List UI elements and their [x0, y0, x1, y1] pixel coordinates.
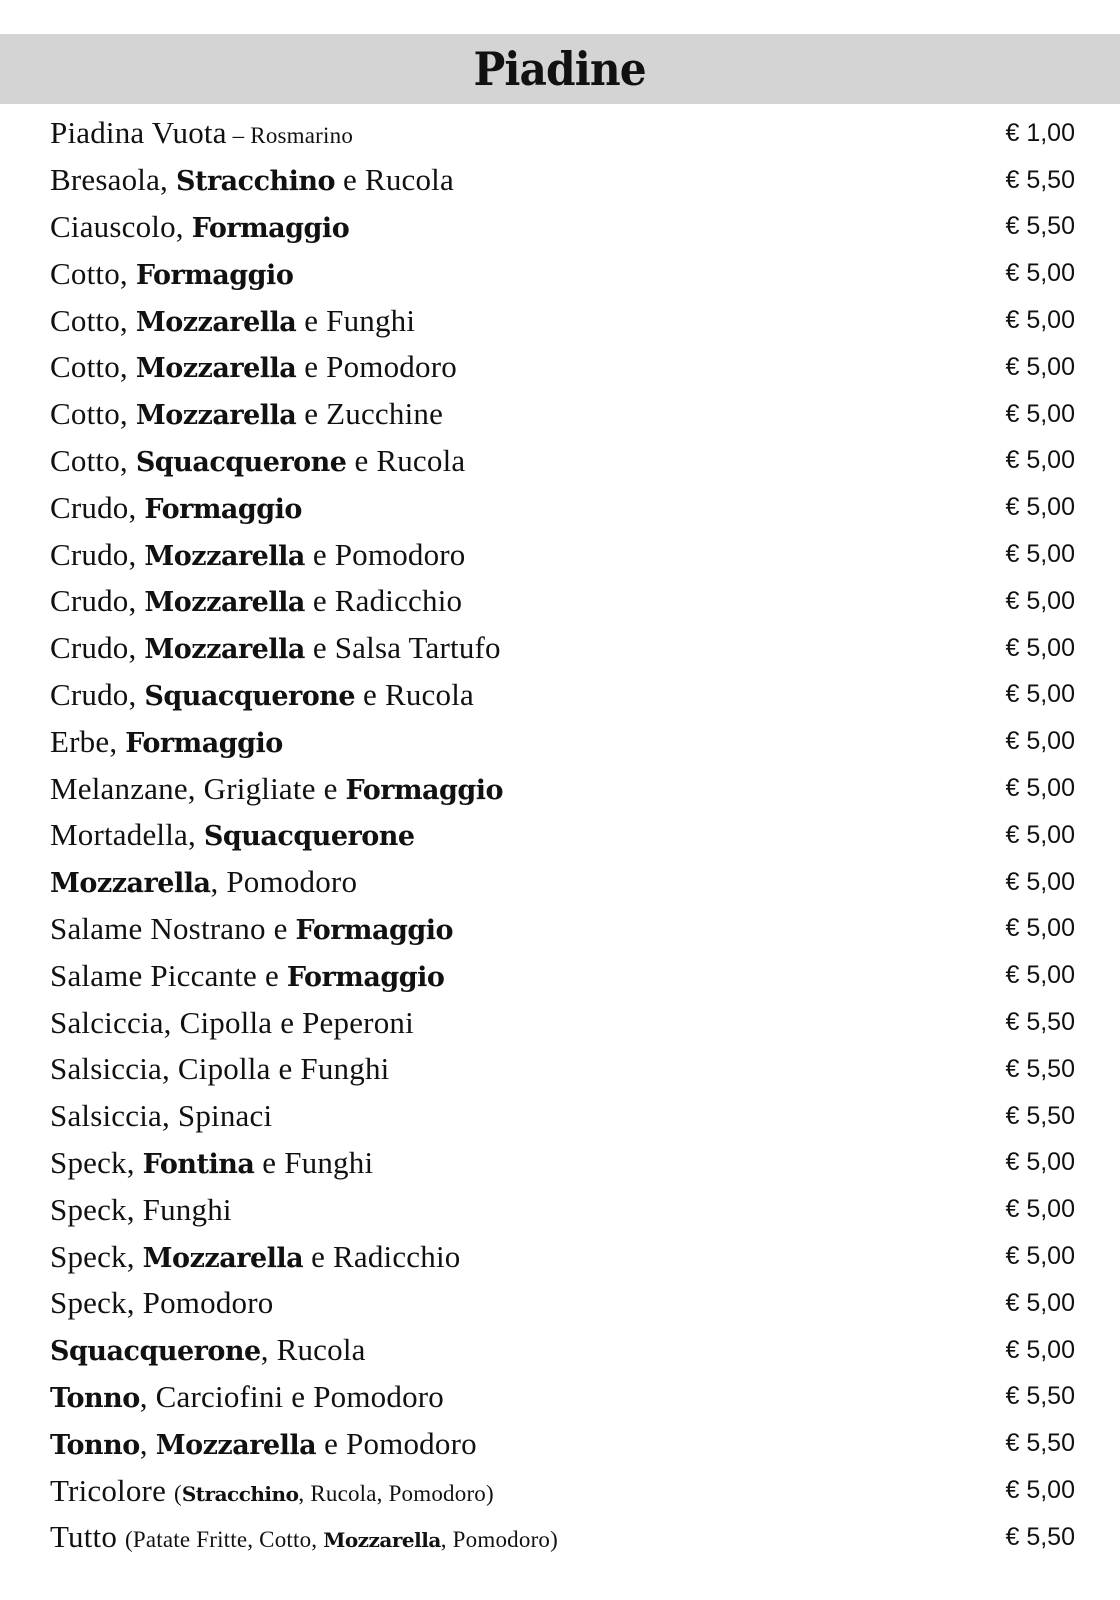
item-text: e Zucchine	[296, 396, 444, 432]
item-price: € 5,00	[1005, 586, 1075, 615]
item-text: Salsiccia, Cipolla e Funghi	[50, 1051, 390, 1087]
item-text: Crudo,	[50, 489, 145, 525]
item-name	[50, 958, 444, 994]
item-name	[50, 490, 302, 526]
item-text: Cotto,	[50, 302, 136, 338]
item-text: Ciauscolo,	[50, 208, 192, 244]
item-name	[50, 677, 474, 713]
item-text: Salame Piccante e	[50, 957, 287, 993]
menu-item	[50, 906, 1075, 953]
item-name	[50, 162, 454, 198]
item-text: Salsiccia, Spinaci	[50, 1098, 273, 1134]
highlighted-ingredient: Mozzarella	[135, 400, 297, 432]
menu-item	[50, 718, 1075, 765]
highlighted-ingredient: Squacquerone	[135, 446, 347, 478]
item-price: € 5,00	[1005, 820, 1075, 849]
item-name	[50, 1239, 460, 1275]
item-note	[441, 1527, 558, 1552]
menu-item	[50, 438, 1075, 485]
menu-item	[50, 110, 1075, 157]
menu-item	[50, 859, 1075, 906]
item-price: € 5,50	[1005, 1054, 1075, 1083]
item-text: Erbe,	[50, 723, 126, 759]
menu-item	[50, 765, 1075, 812]
item-name	[50, 1285, 273, 1321]
item-text: – Rosmarino	[226, 123, 354, 149]
menu-item	[50, 1374, 1075, 1421]
item-text: , Rucola	[260, 1332, 366, 1368]
item-price: € 5,50	[1005, 165, 1075, 194]
item-name	[50, 349, 457, 385]
item-name	[50, 209, 349, 245]
item-price: € 5,00	[1005, 727, 1075, 756]
highlighted-ingredient: Mozzarella	[144, 634, 305, 666]
menu-item	[50, 1233, 1075, 1280]
item-price: € 5,00	[1005, 867, 1075, 896]
item-note	[174, 1481, 182, 1506]
menu-item	[50, 531, 1075, 578]
item-name	[50, 583, 462, 619]
menu-item	[50, 812, 1075, 859]
item-note	[323, 1527, 441, 1552]
menu-item	[50, 1420, 1075, 1467]
item-price: € 5,00	[1005, 1195, 1075, 1224]
item-name	[50, 115, 353, 151]
item-price: € 5,00	[1005, 446, 1075, 475]
item-text: ,	[139, 1425, 156, 1461]
menu-item	[50, 952, 1075, 999]
item-text: e Salsa Tartufo	[304, 630, 501, 666]
item-price: € 5,00	[1005, 540, 1075, 569]
highlighted-ingredient: Squacquerone	[50, 1336, 261, 1368]
highlighted-ingredient: Fontina	[142, 1148, 255, 1180]
item-price: € 5,00	[1005, 1288, 1075, 1317]
menu-item	[50, 625, 1075, 672]
item-note	[227, 123, 353, 148]
highlighted-ingredient: Formaggio	[144, 493, 302, 525]
menu-item	[50, 250, 1075, 297]
item-text: e Funghi	[296, 302, 416, 338]
item-price: € 5,00	[1005, 680, 1075, 709]
item-text: Crudo,	[50, 676, 145, 712]
item-text: e Pomodoro	[296, 349, 457, 385]
menu-item	[50, 391, 1075, 438]
item-text: e Radicchio	[304, 583, 463, 619]
highlighted-ingredient: Mozzarella	[135, 306, 297, 338]
highlighted-ingredient: Mozzarella	[155, 1429, 317, 1461]
item-text: Cotto,	[50, 396, 136, 432]
item-price: € 5,00	[1005, 1148, 1075, 1177]
item-name	[50, 1051, 389, 1087]
item-price: € 5,00	[1005, 306, 1075, 335]
item-note	[182, 1481, 299, 1506]
menu-item	[50, 1514, 1075, 1561]
menu-item	[50, 484, 1075, 531]
item-price: € 5,50	[1005, 212, 1075, 241]
item-text: e Radicchio	[303, 1238, 461, 1274]
item-name	[50, 396, 443, 432]
menu-item	[50, 204, 1075, 251]
item-price: € 5,00	[1005, 399, 1075, 428]
item-text: Bresaola,	[50, 162, 176, 198]
highlighted-ingredient: Tonno	[50, 1382, 140, 1414]
item-text: Salciccia, Cipolla e Peperoni	[50, 1004, 414, 1040]
item-text: Tutto	[50, 1519, 126, 1555]
highlighted-ingredient: Mozzarella	[50, 868, 211, 900]
item-name	[50, 724, 283, 760]
item-name	[50, 1379, 444, 1415]
item-price: € 5,50	[1005, 1008, 1075, 1037]
item-price: € 5,00	[1005, 1476, 1075, 1505]
item-name	[50, 771, 503, 807]
item-text: e Funghi	[254, 1144, 374, 1180]
highlighted-ingredient: Formaggio	[191, 212, 350, 244]
item-name	[50, 537, 466, 573]
item-name	[50, 864, 357, 900]
menu-item	[50, 297, 1075, 344]
item-text: Crudo,	[50, 536, 145, 572]
item-text: , Pomodoro)	[440, 1527, 558, 1553]
item-name	[50, 630, 501, 666]
item-name	[50, 443, 465, 479]
highlighted-ingredient: Stracchino	[181, 1481, 299, 1506]
item-text: Cotto,	[50, 349, 136, 385]
item-text: Mortadella,	[50, 817, 204, 853]
item-text: Speck, Funghi	[50, 1191, 232, 1227]
item-name	[50, 303, 415, 339]
highlighted-ingredient: Stracchino	[175, 166, 336, 198]
item-note	[125, 1527, 323, 1552]
item-text: Speck, Pomodoro	[50, 1285, 274, 1321]
menu-item	[50, 1280, 1075, 1327]
item-price: € 1,00	[1005, 118, 1075, 147]
item-name	[50, 1426, 477, 1462]
item-price: € 5,00	[1005, 774, 1075, 803]
menu-item	[50, 999, 1075, 1046]
highlighted-ingredient: Mozzarella	[323, 1528, 441, 1553]
item-text: Piadina Vuota	[50, 115, 227, 151]
menu-item	[50, 1093, 1075, 1140]
item-text: e Pomodoro	[316, 1425, 477, 1461]
item-price: € 5,00	[1005, 1242, 1075, 1271]
item-name	[50, 1005, 414, 1041]
highlighted-ingredient: Mozzarella	[135, 353, 297, 385]
highlighted-ingredient: Formaggio	[286, 961, 445, 993]
item-text: e Rucola	[346, 442, 466, 478]
item-price: € 5,50	[1005, 1429, 1075, 1458]
menu-item	[50, 344, 1075, 391]
item-price: € 5,00	[1005, 493, 1075, 522]
menu-item	[50, 157, 1075, 204]
menu-item	[50, 1327, 1075, 1374]
item-text: Salame Nostrano e	[50, 910, 296, 946]
item-text: e Rucola	[335, 162, 454, 198]
highlighted-ingredient: Mozzarella	[144, 540, 305, 572]
highlighted-ingredient: Tonno	[50, 1429, 140, 1461]
item-price: € 5,50	[1005, 1522, 1075, 1551]
item-text: Cotto,	[50, 442, 136, 478]
item-price: € 5,00	[1005, 633, 1075, 662]
highlighted-ingredient: Mozzarella	[142, 1242, 304, 1274]
highlighted-ingredient: Formaggio	[125, 727, 283, 759]
highlighted-ingredient: Formaggio	[345, 774, 504, 806]
item-price: € 5,00	[1005, 352, 1075, 381]
menu-item	[50, 672, 1075, 719]
menu-item	[50, 578, 1075, 625]
item-text: e Pomodoro	[304, 536, 466, 572]
item-text: (	[174, 1480, 182, 1506]
item-price: € 5,00	[1005, 914, 1075, 943]
section-header	[0, 34, 1120, 104]
item-text: (Patate Fritte, Cotto,	[125, 1527, 324, 1553]
item-text: Speck,	[50, 1144, 143, 1180]
item-price: € 5,00	[1005, 1335, 1075, 1364]
item-name	[50, 1332, 366, 1368]
item-text: , Rucola, Pomodoro)	[298, 1480, 494, 1506]
item-name	[50, 1192, 232, 1228]
item-name	[50, 256, 293, 292]
item-name	[50, 1098, 272, 1134]
item-price: € 5,00	[1005, 961, 1075, 990]
menu-item	[50, 1140, 1075, 1187]
item-name	[50, 1145, 373, 1181]
highlighted-ingredient: Squacquerone	[203, 821, 415, 853]
item-name	[50, 1473, 494, 1509]
highlighted-ingredient: Squacquerone	[144, 680, 356, 712]
item-text: Melanzane, Grigliate e	[50, 770, 346, 806]
item-name	[50, 817, 415, 853]
item-name	[50, 911, 453, 947]
item-text: Tricolore	[50, 1472, 174, 1508]
item-price: € 5,50	[1005, 1382, 1075, 1411]
item-text: Cotto,	[50, 255, 136, 291]
section-title: Piadine	[473, 42, 647, 96]
item-price: € 5,00	[1005, 259, 1075, 288]
item-text: , Carciofini e Pomodoro	[139, 1378, 444, 1414]
highlighted-ingredient: Formaggio	[135, 259, 294, 291]
item-text: e Rucola	[355, 676, 474, 712]
highlighted-ingredient: Mozzarella	[144, 587, 305, 619]
item-note	[298, 1481, 493, 1506]
menu-item	[50, 1186, 1075, 1233]
menu-item	[50, 1046, 1075, 1093]
item-price: € 5,50	[1005, 1101, 1075, 1130]
menu-item	[50, 1467, 1075, 1514]
item-text: , Pomodoro	[210, 864, 358, 900]
highlighted-ingredient: Formaggio	[295, 914, 454, 946]
item-text: Crudo,	[50, 630, 145, 666]
item-text: Speck,	[50, 1238, 143, 1274]
item-text: Crudo,	[50, 583, 145, 619]
item-name	[50, 1519, 558, 1555]
